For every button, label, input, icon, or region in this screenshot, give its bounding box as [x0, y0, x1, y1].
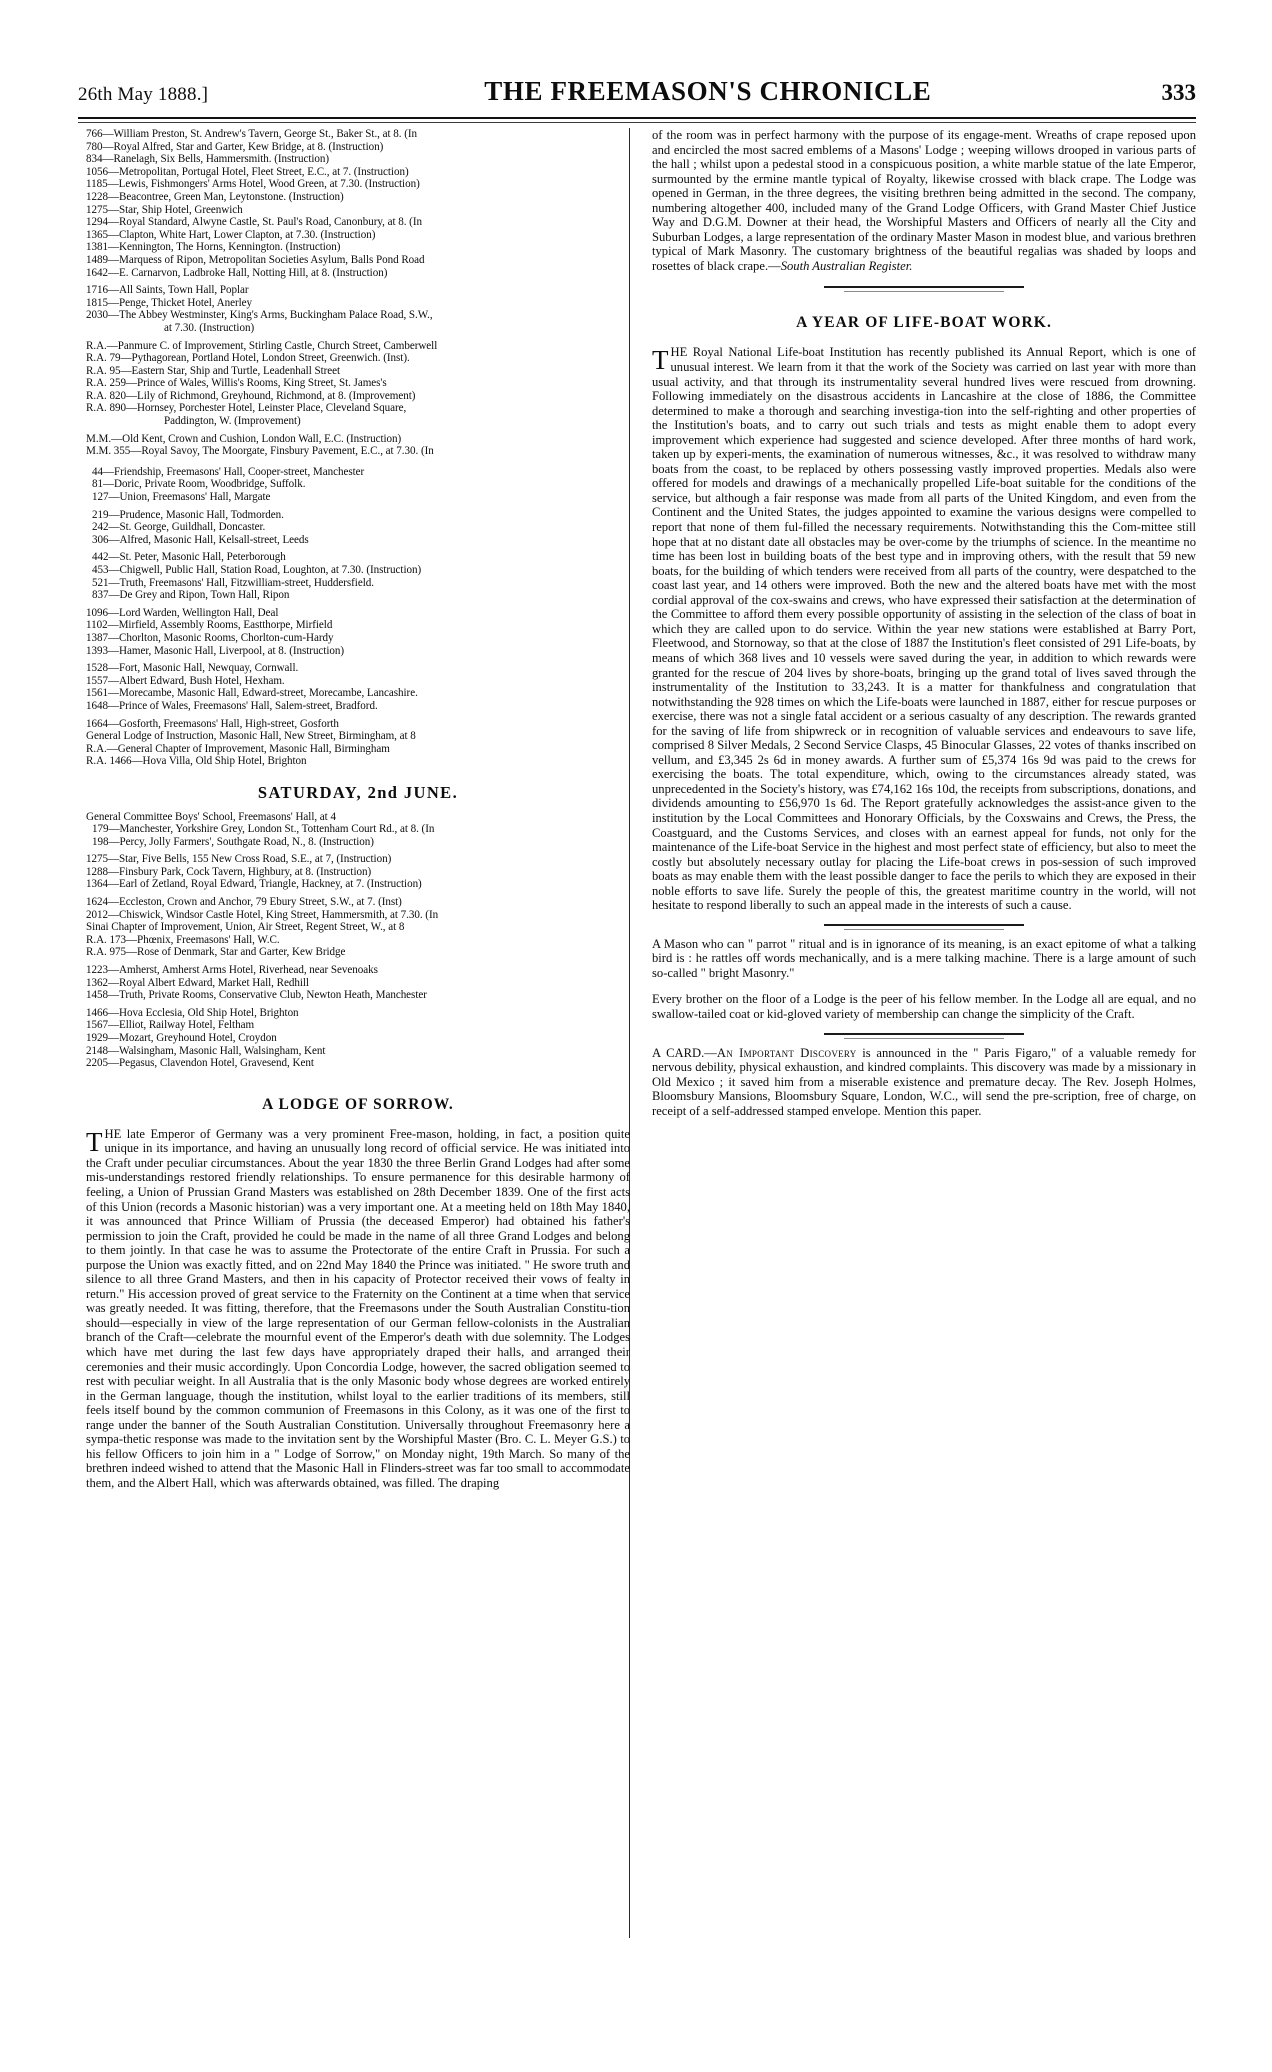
list-item: 1642—E. Carnarvon, Ladbroke Hall, Notting Hill, at 8. (Instruction): [86, 266, 388, 279]
left-column: [86, 128, 630, 1938]
mark-master-listings: [86, 433, 630, 458]
drop-cap: T: [86, 1126, 103, 1157]
lodge-listings: [86, 128, 630, 1070]
list-item: 2012—Chiswick, Windsor Castle Hotel, King Street, Hammersmith, at 7.30. (In: [86, 908, 439, 921]
list-item: 1288—Finsbury Park, Cock Tavern, Highbury, at 8. (Instruction): [86, 865, 372, 878]
continued-article: [652, 128, 1196, 273]
saturday-group-e: [86, 1007, 630, 1070]
article-text: HE late Emperor of Germany was a very prominent Free-mason, holding, in fact, a position quite unique in its importance, and having an unusually long record of official service. He was initiated into the Craft under peculiar circumstances. About the year 1830 the three Berlin Grand Lodges had after some mis-understandings restored friendly relationships. To ensure permanence for this desirable harmony of feeling, a Union of Prussian Grand Masters was established on 28th December 1839. One of the first acts of this Union (records a Masonic historian) was a very important one. At a meeting held on 18th May 1840, it was announced that Prince William of Prussia (the deceased Emperor) had obtained his father's permission to join the Craft, provided he could be made in the name of all three Grand Lodges and belong to them jointly. In that case he was to assume the Protectorate of the entire Craft in Prussia. For such a purpose the Union was exactly fitted, and on 22nd May 1840 the Prince was initiated. " He swore truth and silence to all three Grand Masters, and then in his capacity of Protector received their vows of fealty in return." His accession proved of great service to the Fraternity on the Continent at a time when that service was greatly needed. It was fitting, therefore, that the Freemasons under the South Australian Constitu-tion should—especially in view of the large representation of our German fellow-colonists in the Australian branch of the Craft—celebrate the mournful event of the Emperor's death with due solemnity. The Lodges which have met during the last few days have appropriately draped their halls, and arranged their ceremonies and their music accordingly. Upon Concordia Lodge, however, the sacred obligation seemed to rest with peculiar weight. In all Australia that is the only Masonic body whose degrees are worked entirely in the German language, though the institution, whilst loyal to the earlier traditions of its members, still feels itself bound by the common communion of Freemasons in this Colony, as it was one of the first to range under the banner of the South Australian Constitution. Universally throughout Freemasonry here a sympa-thetic response was made to the invitation sent by the Worshipful Master (Bro. C. L. Meyer G.S.) to his fellow Officers to join him in a " Lodge of Sorrow," on Monday night, 19th March. So many of the brethren indeed wished to attend that the Masonic Hall in Flinders-street was far too small to accommodate them, and the Albert Hall, which was afterwards obtained, was filled. The draping: [86, 1126, 630, 1490]
list-item: 1557—Albert Edward, Bush Hotel, Hexham.: [86, 674, 285, 687]
list-item: 2205—Pegasus, Clavendon Hotel, Gravesend, Kent: [86, 1057, 314, 1070]
friday-listing-group-2: [86, 284, 630, 334]
filler-paragraph-2: [652, 992, 1196, 1021]
list-item: 1393—Hamer, Masonic Hall, Liverpool, at 8. (Instruction): [86, 644, 345, 657]
lodge-of-sorrow-heading: A LODGE OF SORROW.: [262, 1095, 454, 1113]
card-text: is announced in the " Paris Figaro," of a valuable remedy for nervous debility, physical exhaustion, and kindred complaints. This discovery was made by a missionary in Old Mexico ; it saved him from a miserable existence and premature decay. The Rev. Joseph Holmes, Bloomsbury Mansions, Bloomsbury Square, London, W.C., will send the pre-scription, free of charge, on receipt of a self-addressed stamped envelope. Mention this paper.: [652, 1045, 1197, 1118]
list-item: 1365—Clapton, White Hart, Lower Clapton, at 7.30. (Instruction): [86, 228, 376, 241]
list-item: 1275—Star, Ship Hotel, Greenwich: [86, 203, 243, 216]
list-item: R.A. 95—Eastern Star, Ship and Turtle, Leadenhall Street: [86, 364, 341, 377]
list-item: 1458—Truth, Private Rooms, Conservative Club, Newton Heath, Manchester: [86, 989, 427, 1002]
list-item: 1664—Gosforth, Freemasons' Hall, High-street, Gosforth: [86, 717, 339, 730]
list-item: 1294—Royal Standard, Alwyne Castle, St. Paul's Road, Canonbury, at 8. (In: [86, 216, 422, 229]
list-item: 521—Truth, Freemasons' Hall, Fitzwilliam-street, Huddersfield.: [92, 576, 374, 589]
filler-divider-rule-1: [824, 924, 1024, 926]
saturday-group-a: [86, 811, 630, 849]
list-item: 1466—Hova Ecclesia, Old Ship Hotel, Brighton: [86, 1006, 299, 1019]
list-item: 2148—Walsingham, Masonic Hall, Walsingham, Kent: [86, 1044, 326, 1057]
list-item: R.A. 820—Lily of Richmond, Greyhound, Richmond, at 8. (Improvement): [86, 389, 416, 402]
filler-text: Every brother on the floor of a Lodge is the peer of his fellow member. In the Lodge all are equal, and no swallow-tailed coat or kid-gloved variety of membership can change the simplicity of the Craft.: [652, 992, 1196, 1021]
provincial-group-a: [86, 466, 630, 504]
publication-title: THE FREEMASON'S CHRONICLE: [484, 76, 932, 106]
list-item: 81—Doric, Private Room, Woodbridge, Suffolk.: [92, 478, 306, 491]
spacer: [652, 980, 1196, 992]
list-item: 837—De Grey and Ripon, Town Hall, Ripon: [92, 589, 290, 602]
list-item: General Committee Boys' School, Freemasons' Hall, at 4: [86, 810, 336, 823]
card-lead: A CARD.—: [652, 1045, 717, 1060]
list-item: 766—William Preston, St. Andrew's Tavern, George St., Baker St., at 8. (In: [86, 128, 417, 140]
masthead-rule: [78, 117, 1196, 119]
list-item: 780—Royal Alfred, Star and Garter, Kew Bridge, at 8. (Instruction): [86, 140, 384, 153]
card-advertisement: [652, 1046, 1196, 1119]
friday-listing-group-1: [86, 128, 630, 279]
list-item: R.A.—General Chapter of Improvement, Masonic Hall, Birmingham: [86, 742, 390, 755]
list-item: 179—Manchester, Yorkshire Grey, London St., Tottenham Court Rd., at 8. (In: [92, 823, 435, 836]
saturday-group-d: [86, 964, 630, 1002]
list-item: General Lodge of Instruction, Masonic Hall, New Street, Birmingham, at 8: [86, 730, 416, 743]
list-item: 453—Chigwell, Public Hall, Station Road, Loughton, at 7.30. (Instruction): [92, 564, 422, 576]
list-item: 1567—Elliot, Railway Hotel, Feltham: [86, 1019, 255, 1032]
list-item: 306—Alfred, Masonic Hall, Kelsall-street, Leeds: [92, 533, 309, 546]
list-item: 1364—Earl of Zetland, Royal Edward, Triangle, Hackney, at 7. (Instruction): [86, 878, 422, 891]
drop-cap: T: [652, 345, 669, 376]
section-divider-rule: [824, 286, 1024, 288]
list-item: R.A. 1466—Hova Villa, Old Ship Hotel, Brighton: [86, 755, 307, 768]
continued-text: of the room was in perfect harmony with the purpose of its engage-ment. Wreaths of crape reposed upon and encircled the most sacred emblems of a Masons' Lodge ; weeping willows drooped in various parts of the hall ; whilst upon a pedestal stood in a conspicuous position, a white marble statue of the late Emperor, surmounted by the ermine mantle typical of Royalty, likewise crossed with black crape. The Lodge was opened in German, in the three degrees, the visiting brethren being admitted in the second. The company, numbering altogether 400, included many of the Grand Lodge Officers, with Grand Master Chief Justice Way and D.G.M. Downer at their head, the Worshipful Masters and Officers of nearly all the City and Suburban Lodges, a large representation of the ordinary Master Mason in modest blue, and various brethren typical of Mark Masonry. The customary brightness of the beautiful regalias was shaded by loops and rosettes of black crape.—: [652, 128, 1196, 273]
list-item: 2030—The Abbey Westminster, King's Arms, Buckingham Palace Road, S.W.,: [86, 309, 433, 322]
provincial-group-c: [86, 551, 630, 601]
filler-paragraph-1: [652, 937, 1196, 981]
saturday-group-c: [86, 896, 630, 959]
list-item: 1561—Morecambe, Masonic Hall, Edward-street, Morecambe, Lancashire.: [86, 687, 418, 700]
list-item: 1528—Fort, Masonic Hall, Newquay, Cornwall.: [86, 662, 299, 675]
royal-arch-listings: [86, 340, 630, 428]
list-item: 834—Ranelagh, Six Bells, Hammersmith. (Instruction): [86, 153, 330, 166]
spacer: [86, 458, 630, 466]
card-divider-rule: [824, 1033, 1024, 1035]
list-item-continuation: Paddington, W. (Improvement): [164, 415, 301, 428]
lifeboat-body: [652, 345, 1196, 912]
issue-date: 26th May 1888.]: [78, 84, 209, 105]
list-item: 1228—Beacontree, Green Man, Leytonstone. (Instruction): [86, 190, 344, 203]
list-item: 242—St. George, Guildhall, Doncaster.: [92, 521, 266, 534]
list-item: 1489—Marquess of Ripon, Metropolitan Societies Asylum, Balls Pond Road: [86, 253, 425, 266]
list-item: Sinai Chapter of Improvement, Union, Air Street, Regent Street, W., at 8: [86, 921, 405, 934]
lodge-of-sorrow-body: [86, 1127, 630, 1491]
lifeboat-heading: A YEAR OF LIFE-BOAT WORK.: [796, 314, 1052, 332]
list-item: 127—Union, Freemasons' Hall, Margate: [92, 491, 271, 504]
list-item: 1929—Mozart, Greyhound Hotel, Croydon: [86, 1032, 277, 1044]
list-item: 1056—Metropolitan, Portugal Hotel, Fleet Street, E.C., at 7. (Instruction): [86, 165, 409, 178]
provincial-group-d: [86, 607, 630, 657]
list-item: 219—Prudence, Masonic Hall, Todmorden.: [92, 508, 284, 521]
list-item: 1815—Penge, Thicket Hotel, Anerley: [86, 296, 253, 309]
source-attribution: South Australian Register.: [780, 258, 913, 273]
provincial-group-f: [86, 718, 630, 768]
filler-text: A Mason who can " parrot " ritual and is in ignorance of its meaning, is an exact epitome of what a talking bird is : he rattles off words mechanically, and is a mere talking machine. There is a large amount of such so-called " bright Masonry.": [652, 936, 1196, 980]
provincial-group-b: [86, 509, 630, 547]
list-item: R.A. 890—Hornsey, Porchester Hotel, Leinster Place, Cleveland Square,: [86, 402, 407, 415]
lifeboat-text: HE Royal National Life-boat Institution has recently published its Annual Report, which is one of unusual interest. We learn from it that the work of the Society was carried on last year with more than usual activity, and that through its instrumentality several hundred lives were rescued from drowning. Following immediately on the disastrous accidents in Lancashire at the close of 1886, the Committee determined to make a thorough and searching investiga-tion into the self-righting and other properties of the Institution's boats, and to carry out such trials and tests as might enable them to adopt every improvement which experience had suggested and science developed. After three months of hard work, taken up by experi-ments, the examination of numerous witnesses, &c., it was resolved to withdraw many boats from the coast, to be replaced by others possessing vastly improved properties. Medals also were offered for models and drawings of a mechanically propelled Life-boat suitable for the conditions of the service, but although a fair response was made from all parts of the United Kingdom, and even from the Continent and the United States, the judges appointed to examine the various designs were compelled to report that none of them ful-filled the necessary requirements. Notwithstanding this the Com-mittee still hope that at no distant date all obstacles may be over-come by the triumphs of science. In the meantime no time has been lost in building boats of the best type and in improving others, with the result that 59 new boats, for the building of which tenders were received from all parts of the country, were despatched to the coast last year, and 14 others were improved. Both the new and the altered boats have met with the most cordial approval of the cox-swains and crews, who have expressed their satisfaction at the determination of the Committee to afford them every possible opportunity of assisting in the selection of the class of boat in which they are called upon to do service. Within the year new stations were established at Barry Port, Fleetwood, and Stornoway, so that at the close of 1887 the Institution's fleet consisted of 291 Life-boats, by means of which 368 lives and 10 vessels were saved during the year, in addition to which rewards were granted for the rescue of 204 lives by shore-boats, bringing up the grand total of lives saved through the instrumentality of the Institution to 33,243. It is a matter for thankfulness and congratulation that notwithstanding the 928 times on which the Life-boats were launched in 1887, either for rescue purposes or exercise, there was not a single fatal accident or a serious casualty of any description. The rewards granted for the saving of life from shipwreck or in recognition of valuable services and endeavours to save life, comprised 8 Silver Medals, 2 Second Service Clasps, 45 Binocular Glasses, 22 votes of thanks inscribed on vellum, and £3,345 2s 6d in money awards. A further sum of £5,374 16s 9d was paid to the crews for exercising the boats. The total expenditure, which, owing to the circumstances already stated, was unprecedented in the Society's history, was £74,162 16s 10d, the receipts from subscriptions, donations, and dividends amounting to £56,970 1s 6d. The Report gratefully acknowledges the assist-ance given to the institution by the Local Committees and Honorary Officials, by the Coxswains and Crews, the Press, the Coastguard, and the Customs Services, and closes with an earnest appeal for funds, not only for the maintenance of the Life-boat Service in the highest and most perfect state of efficiency, but also to meet the costly but absolutely necessary outlay for placing the Life-boat crews in pos-session of such improved boats as may enable them with the least possible danger to face the perils to which they are exposed in their noble efforts to save life. Surely the people of this, the greatest maritime country in the world, will not hesitate to respond liberally to such an appeal made in the interests of such a cause.: [652, 345, 1196, 913]
list-item-continuation: at 7.30. (Instruction): [164, 321, 255, 334]
list-item: R.A. 259—Prince of Wales, Willis's Rooms, King Street, St. James's: [86, 377, 387, 390]
list-item: R.A. 975—Rose of Denmark, Star and Garter, Kew Bridge: [86, 946, 346, 959]
list-item: 44—Friendship, Freemasons' Hall, Cooper-street, Manchester: [92, 465, 365, 478]
saturday-group-b: [86, 853, 630, 891]
page-number: 333: [1161, 80, 1196, 105]
saturday-heading: SATURDAY, 2nd JUNE.: [257, 782, 459, 802]
list-item: 1624—Eccleston, Crown and Anchor, 79 Ebury Street, S.W., at 7. (Inst): [86, 896, 402, 909]
masthead: [78, 76, 1196, 110]
list-item: 1362—Royal Albert Edward, Market Hall, Redhill: [86, 976, 309, 989]
list-item: 1275—Star, Five Bells, 155 New Cross Road, S.E., at 7, (Instruction): [86, 853, 392, 866]
list-item: 1716—All Saints, Town Hall, Poplar: [86, 284, 249, 297]
list-item: M.M.—Old Kent, Crown and Cushion, London Wall, E.C. (Instruction): [86, 432, 402, 445]
list-item: 442—St. Peter, Masonic Hall, Peterborough: [92, 551, 286, 564]
list-item: R.A.—Panmure C. of Improvement, Stirling Castle, Church Street, Camberwell: [86, 339, 438, 352]
list-item: 1223—Amherst, Amherst Arms Hotel, Riverhead, near Sevenoaks: [86, 964, 378, 977]
list-item: 198—Percy, Jolly Farmers', Southgate Road, N., 8. (Instruction): [92, 835, 374, 848]
list-item: R.A. 79—Pythagorean, Portland Hotel, London Street, Greenwich. (Inst).: [86, 352, 410, 365]
provincial-group-e: [86, 662, 630, 712]
list-item: 1096—Lord Warden, Wellington Hall, Deal: [86, 606, 279, 619]
right-column: [652, 128, 1196, 1938]
list-item: 1387—Chorlton, Masonic Rooms, Chorlton-cum-Hardy: [86, 631, 334, 644]
list-item: 1648—Prince of Wales, Freemasons' Hall, Salem-street, Bradford.: [86, 699, 378, 712]
card-headline: An Important Discovery: [716, 1045, 857, 1060]
list-item: R.A. 173—Phœnix, Freemasons' Hall, W.C.: [86, 933, 280, 946]
list-item: 1102—Mirfield, Assembly Rooms, Eastthorpe, Mirfield: [86, 619, 333, 632]
list-item: M.M. 355—Royal Savoy, The Moorgate, Finsbury Pavement, E.C., at 7.30. (In: [86, 445, 434, 458]
list-item: 1185—Lewis, Fishmongers' Arms Hotel, Wood Green, at 7.30. (Instruction): [86, 178, 420, 191]
list-item: 1381—Kennington, The Horns, Kennington. (Instruction): [86, 241, 341, 254]
